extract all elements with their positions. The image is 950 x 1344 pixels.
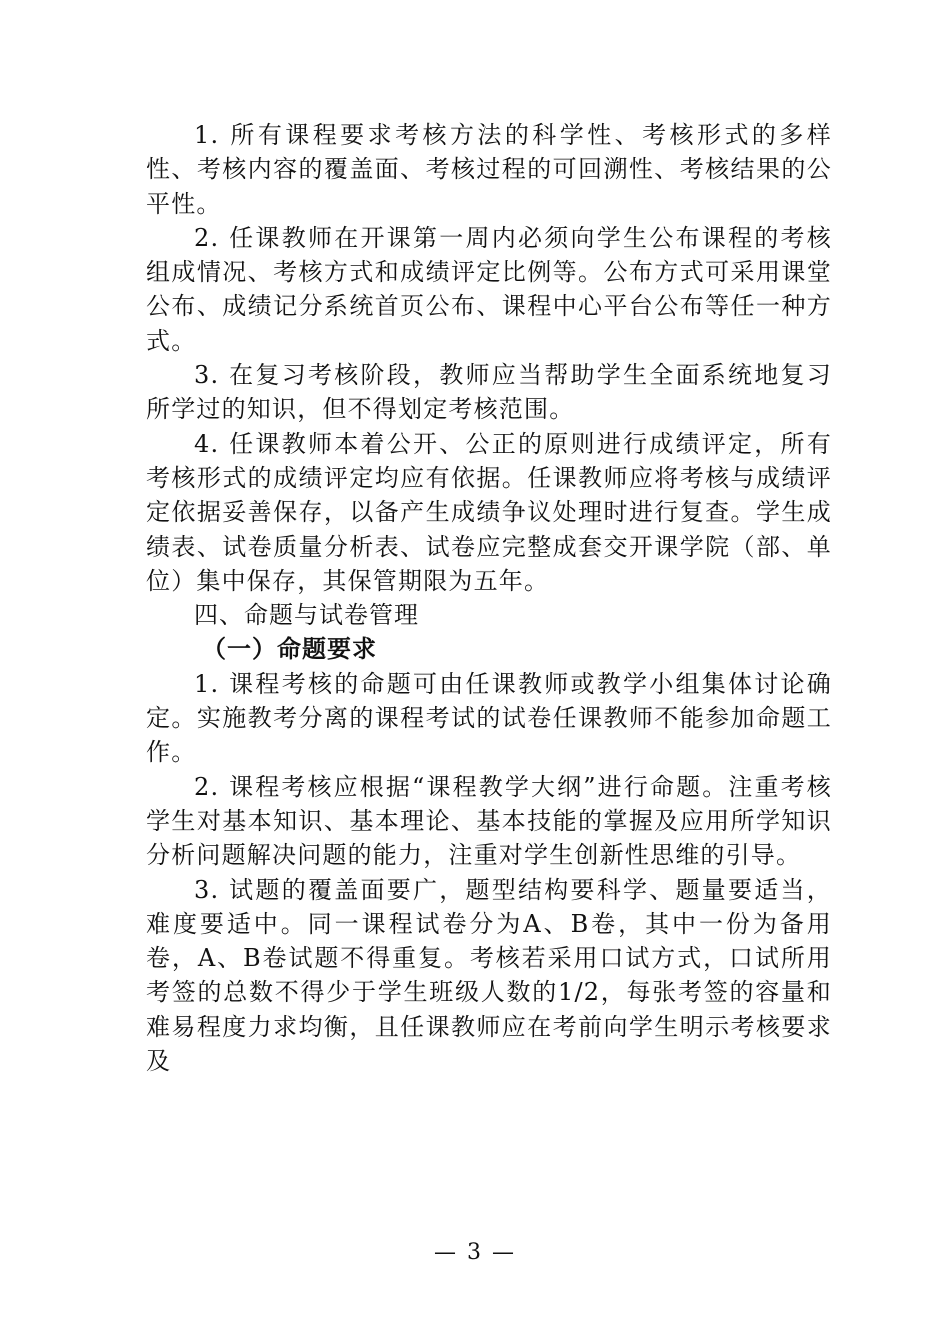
paragraph-item-2: 2. 任课教师在开课第一周内必须向学生公布课程的考核组成情况、考核方式和成绩评定比例等。公布方式可采用课堂公布、成绩记分系统首页公布、课程中心平台公布等任一种方式。 <box>146 223 832 355</box>
section-heading: 四、命题与试卷管理 <box>194 601 419 630</box>
paragraph-item-6: 2. 课程考核应根据“课程教学大纲”进行命题。注重考核学生对基本知识、基本理论、基本技能的掌握及应用所学知识分析问题解决问题的能力，注重对学生创新性思维的引导。 <box>146 772 832 870</box>
paragraph-item-1: 1. 所有课程要求考核方法的科学性、考核形式的多样性、考核内容的覆盖面、考核过程的可回溯性、考核结果的公平性。 <box>146 121 832 218</box>
paragraph-item-7: 3. 试题的覆盖面要广，题型结构要科学、题量要适当，难度要适中。同一课程试卷分为A、B卷，其中一份为备用卷，A、B卷试题不得重复。考核若采用口试方式，口试所用考签的总数不得少于学生班级人数的1/2，每张考签的容量和难易程度力求均衡，且任课教师应在考前向学生明示考核要求及 <box>146 875 832 1076</box>
subsection-heading: （一）命题要求 <box>202 635 377 664</box>
paragraph-item-3: 3. 在复习考核阶段，教师应当帮助学生全面系统地复习所学过的知识，但不得划定考核范围。 <box>146 361 832 424</box>
document-body <box>146 118 832 1078</box>
paragraph-item-5: 1. 课程考核的命题可由任课教师或教学小组集体讨论确定。实施教考分离的课程考试的试卷任课教师不能参加命题工作。 <box>146 669 832 767</box>
page-number: — 3 — <box>434 1240 516 1265</box>
paragraph-item-4: 4. 任课教师本着公开、公正的原则进行成绩评定，所有考核形式的成绩评定均应有依据。任课教师应将考核与成绩评定依据妥善保存，以备产生成绩争议处理时进行复查。学生成绩表、试卷质量分析表、试卷应完整成套交开课学院（部、单位）集中保存，其保管期限为五年。 <box>146 429 832 595</box>
